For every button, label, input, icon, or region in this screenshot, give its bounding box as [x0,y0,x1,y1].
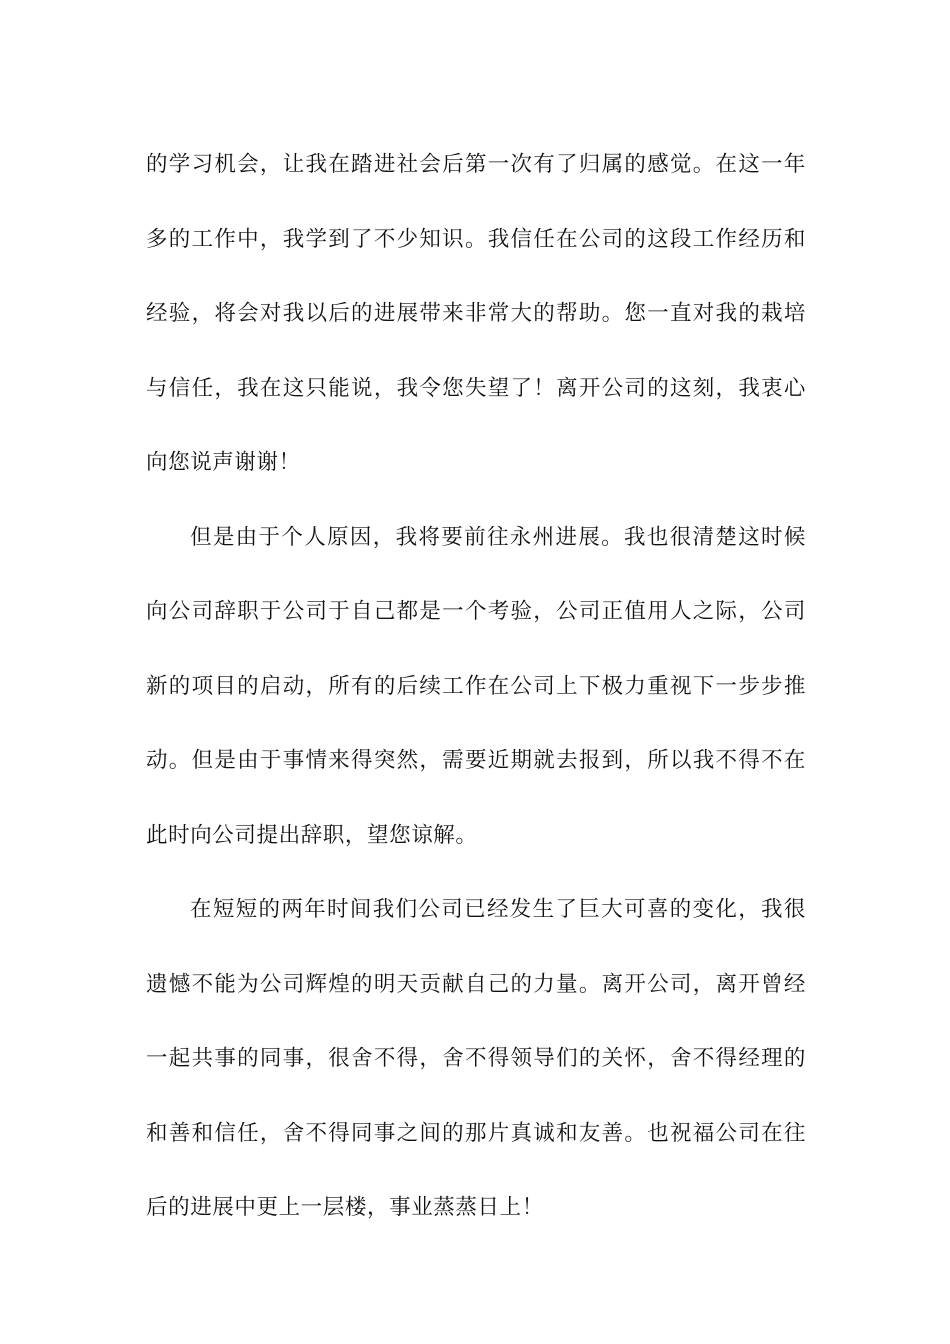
paragraph-3: 在短短的两年时间我们公司已经发生了巨大可喜的变化，我很遗憾不能为公司辉煌的明天贡献自己的力量。离开公司，离开曾经一起共事的同事，很舍不得，舍不得领导们的关怀，舍不得经理的和善和信任，舍不得同事之间的那片真诚和友善。也祝福公司在往后的进展中更上一层楼，事业蒸蒸日上！ [146,897,806,1220]
document-body [146,128,806,1246]
paragraph-2: 但是由于个人原因，我将要前往永州进展。我也很清楚这时候向公司辞职于公司于自己都是一个考验，公司正值用人之际，公司新的项目的启动，所有的后续工作在公司上下极力重视下一步步推动。但是由于事情来得突然，需要近期就去报到，所以我不得不在此时向公司提出辞职，望您谅解。 [146,524,806,848]
paragraph-1: 的学习机会，让我在踏进社会后第一次有了归属的感觉。在这一年多的工作中，我学到了不少知识。我信任在公司的这段工作经历和经验，将会对我以后的进展带来非常大的帮助。您一直对我的栽培与信任，我在这只能说，我令您失望了！离开公司的这刻，我衷心向您说声谢谢！ [146,152,806,475]
